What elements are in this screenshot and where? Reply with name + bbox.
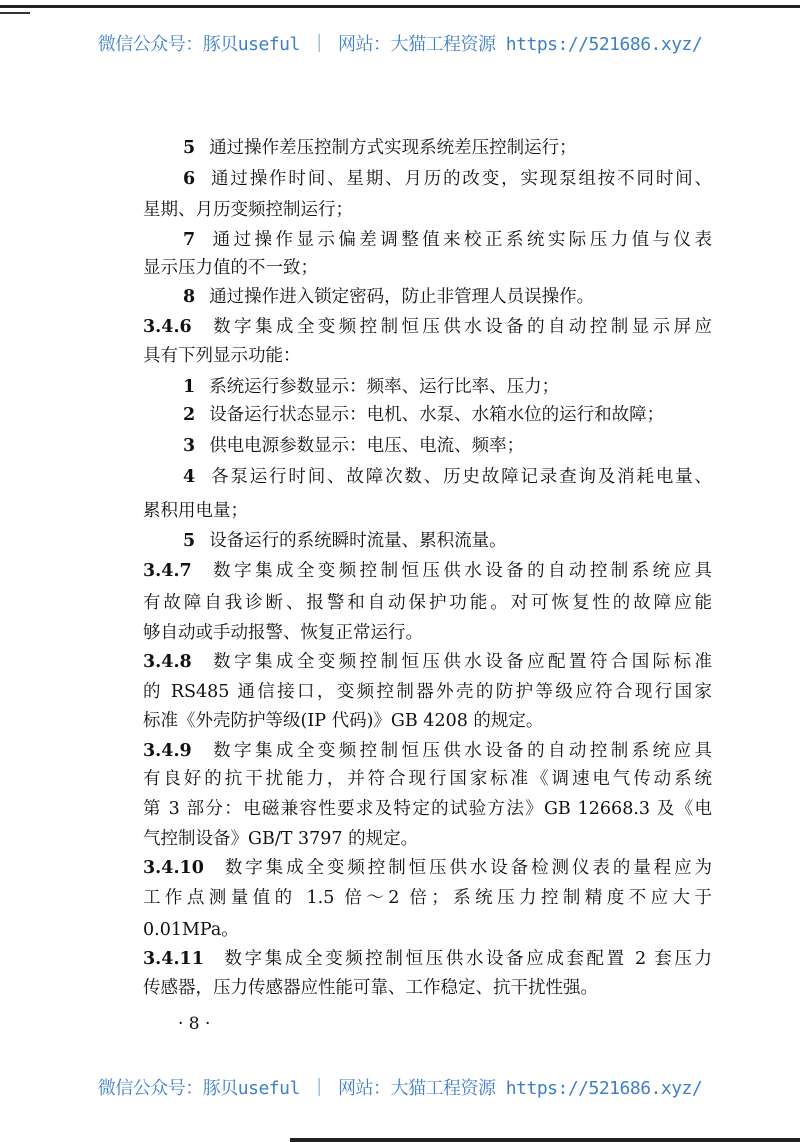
- line-text: 工作点测量值的 1.5 倍～2 倍；系统压力控制精度不应大于: [143, 888, 712, 908]
- list-item-line: [183, 137, 577, 159]
- text-line: [143, 828, 418, 850]
- line-text: 累积用电量；: [143, 501, 248, 521]
- section-line: [143, 740, 712, 762]
- text-line: [143, 887, 712, 909]
- line-text: 数字集成全变频控制恒压供水设备应配置符合国际标准: [209, 652, 712, 672]
- line-text: 数字集成全变频控制恒压供水设备应成套配置 2 套压力: [221, 949, 712, 969]
- list-item-line: [183, 466, 712, 488]
- item-number: 5: [183, 138, 196, 158]
- line-text: 数字集成全变频控制恒压供水设备的自动控制系统应具: [209, 741, 712, 761]
- line-text: 星期、月历变频控制运行；: [143, 200, 353, 220]
- text-line: [143, 681, 712, 703]
- section-line: [143, 651, 712, 673]
- item-number: 7: [183, 230, 196, 250]
- item-number: 6: [183, 169, 196, 189]
- line-text: 数字集成全变频控制恒压供水设备检测仪表的量程应为: [221, 858, 712, 878]
- line-text: 标准《外壳防护等级(IP 代码)》GB 4208 的规定。: [143, 711, 544, 731]
- item-number: 8: [183, 287, 196, 307]
- line-text: 具有下列显示功能：: [143, 346, 301, 366]
- section-number: 3.4.9: [143, 741, 192, 761]
- line-text: 系统运行参数显示：频率、运行比率、压力；: [209, 377, 560, 397]
- list-item-line: [183, 376, 559, 398]
- line-text: 显示压力值的不一致；: [143, 258, 318, 278]
- section-number: 3.4.10: [143, 858, 204, 878]
- item-number: 3: [183, 436, 196, 456]
- scan-edge-line: [0, 5, 800, 8]
- line-text: 各泵运行时间、故障次数、历史故障记录查询及消耗电量、: [209, 467, 712, 487]
- text-line: [143, 345, 301, 367]
- text-line: [143, 592, 712, 614]
- item-number: 1: [183, 377, 196, 397]
- line-text: 气控制设备》GB/T 3797 的规定。: [143, 829, 419, 849]
- line-text: 传感器，压力传感器应性能可靠、工作稳定、抗干扰性强。: [143, 978, 598, 998]
- line-text: 数字集成全变频控制恒压供水设备的自动控制系统应具: [209, 561, 712, 581]
- line-text: 设备运行的系统瞬时流量、累积流量。: [209, 531, 507, 551]
- line-text: 有良好的抗干扰能力，并符合现行国家标准《调速电气传动系统: [143, 769, 712, 789]
- line-text: 供电电源参数显示：电压、电流、频率；: [209, 436, 525, 456]
- line-text: 有故障自我诊断、报警和自动保护功能。对可恢复性的故障应能: [143, 593, 712, 613]
- line-text: 第 3 部分：电磁兼容性要求及特定的试验方法》GB 12668.3 及《电: [143, 799, 712, 819]
- section-line: [143, 948, 712, 970]
- text-line: [143, 768, 712, 790]
- text-line: [143, 919, 239, 941]
- line-text: 设备运行状态显示：电机、水泵、水箱水位的运行和故障；: [209, 405, 665, 425]
- line-text: 数字集成全变频控制恒压供水设备的自动控制显示屏应: [209, 317, 712, 337]
- line-text: 0.01MPa。: [143, 920, 239, 940]
- text-line: [143, 977, 598, 999]
- page-number: · 8 ·: [178, 1014, 211, 1034]
- list-item-line: [183, 530, 507, 552]
- list-item-line: [183, 404, 664, 426]
- section-number: 3.4.11: [143, 949, 204, 969]
- list-item-line: [183, 168, 712, 190]
- text-line: [143, 622, 423, 644]
- section-line: [143, 857, 712, 879]
- line-text: 通过操作差压控制方式实现系统差压控制运行；: [209, 138, 577, 158]
- section-number: 3.4.6: [143, 317, 192, 337]
- item-number: 4: [183, 467, 196, 487]
- section-number: 3.4.7: [143, 561, 192, 581]
- list-item-line: [183, 435, 524, 457]
- scan-edge-line-bottom: [290, 1138, 800, 1142]
- watermark-header: 微信公众号：豚贝useful ｜ 网站：大猫工程资源 https://521686.xyz/: [97, 34, 703, 55]
- section-number: 3.4.8: [143, 652, 192, 672]
- line-text: 的 RS485 通信接口，变频控制器外壳的防护等级应符合现行国家: [143, 682, 712, 702]
- text-line: [143, 257, 318, 279]
- list-item-line: [183, 229, 712, 251]
- text-line: [143, 798, 712, 820]
- scan-edge-mark: [0, 12, 30, 14]
- section-line: [143, 560, 712, 582]
- item-number: 5: [183, 531, 196, 551]
- watermark-footer: 微信公众号：豚贝useful ｜ 网站：大猫工程资源 https://521686.xyz/: [97, 1078, 703, 1099]
- line-text: 通过操作显示偏差调整值来校正系统实际压力值与仪表: [209, 230, 712, 250]
- text-line: [143, 710, 543, 732]
- line-text: 通过操作进入锁定密码，防止非管理人员误操作。: [209, 287, 595, 307]
- item-number: 2: [183, 405, 196, 425]
- text-line: [143, 500, 248, 522]
- line-text: 通过操作时间、星期、月历的改变，实现泵组按不同时间、: [209, 169, 712, 189]
- list-item-line: [183, 286, 594, 308]
- text-line: [143, 199, 353, 221]
- line-text: 够自动或手动报警、恢复正常运行。: [143, 623, 423, 643]
- section-line: [143, 316, 712, 338]
